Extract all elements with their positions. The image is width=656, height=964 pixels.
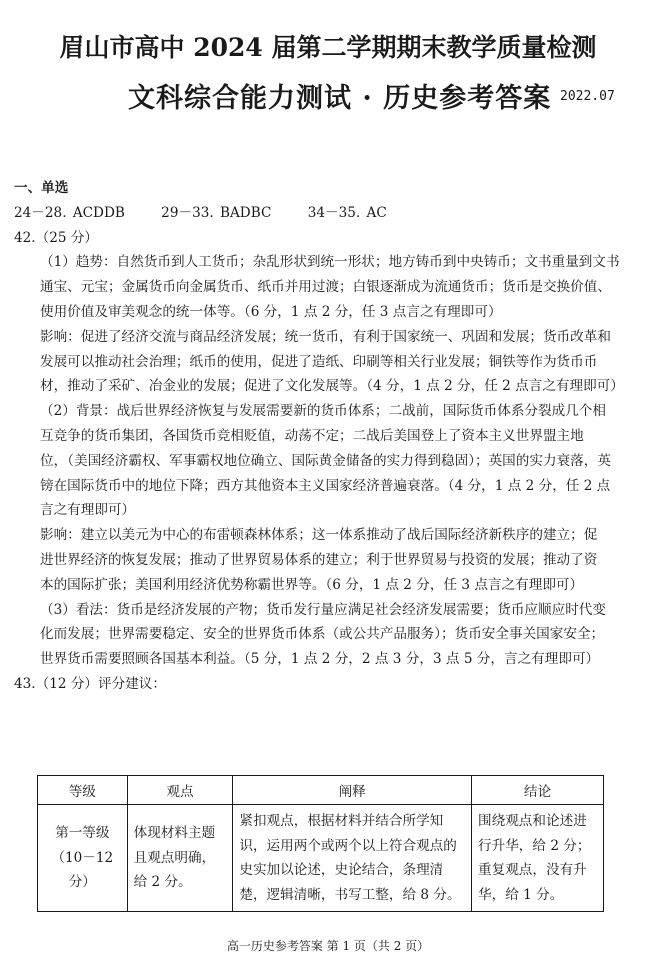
answers-24-28: 24－28. ACDDB: [14, 204, 125, 221]
header-level: 等级: [38, 776, 128, 805]
table-header-row: [38, 776, 604, 805]
q42-line: 影响：建立以美元为中心的布雷顿森林体系；这一体系推动了战后国际经济新秩序的建立；促: [40, 527, 598, 544]
q43-heading: 43.（12 分）评分建议：: [14, 675, 166, 692]
single-choice-answers: [14, 201, 644, 226]
answers-29-33: 29－33. BADBC: [161, 204, 272, 221]
q42-line: 通宝、元宝；金属货币向金属货币、纸币并用过渡；白银逐渐成为流通货币；货币是交换价值、: [40, 279, 611, 296]
cell-viewpoint: 体现材料主题且观点明确，给 2 分。: [127, 805, 233, 912]
table-row: [38, 805, 604, 912]
q42-line: 影响：促进了经济交流与商品经济发展；统一货币，有利于国家统一、巩固和发展；货币改革和: [40, 328, 611, 345]
q42-line: （1）趋势：自然货币到人工货币；杂乱形状到统一形状；地方铸币到中央铸币；文书重量到文书: [40, 254, 620, 271]
q42-line: 镑在国际货币中的地位下降；西方其他资本主义国家经济普遍衰落。（4 分，1 点 2 分，任 2 点: [40, 477, 611, 494]
cell-level: 第一等级（10－12 分）: [38, 805, 128, 912]
q42-line: （2）背景：战后世界经济恢复与发展需要新的货币体系；二战前，国际货币体系分裂成几个相: [40, 403, 606, 420]
answer-body: [14, 176, 644, 697]
title-line-2: 文科综合能力测试 · 历史参考答案: [128, 83, 552, 114]
section-heading-single-choice: 一、单选: [14, 180, 69, 196]
page-footer: 高一历史参考答案 第 1 页（共 2 页）: [226, 939, 430, 953]
header-explanation: 阐释: [233, 776, 472, 805]
header-conclusion: 结论: [472, 776, 604, 805]
q42-line: 进世界经济的恢复发展；推动了世界贸易体系的建立；利于世界贸易与投资的发展；推动了资: [40, 551, 598, 568]
q42-heading: 42.（25 分）: [14, 229, 99, 246]
q42-line: 互竞争的货币集团，各国货币竞相贬值，动荡不定；二战后美国登上了资本主义世界盟主地: [40, 427, 584, 444]
q42-content: [14, 250, 644, 672]
q42-line: 位，（美国经济霸权、军事霸权地位确立、国际黄金储备的实力得到稳固）；英国的实力衰落，英: [40, 452, 611, 469]
exam-date: 2022.07: [560, 89, 615, 104]
cell-explanation: 紧扣观点，根据材料并结合所学知识，运用两个或两个以上符合观点的史实加以论述，史论结合，条理清楚，逻辑清晰，书写工整，给 8 分。: [233, 805, 472, 912]
q42-line: 本的国际扩张；美国利用经济优势称霸世界等。（6 分，1 点 2 分，任 3 点言之有理即可）: [40, 576, 584, 593]
answers-34-35: 34－35. AC: [307, 204, 387, 221]
q42-line: 化而发展；世界需要稳定、安全的世界货币体系（或公共产品服务）；货币安全事关国家安全；: [40, 626, 605, 643]
q42-line: 使用价值及审美观念的统一体等。（6 分，1 点 2 分，任 3 点言之有理即可）: [40, 303, 502, 320]
q42-line: （3）看法：货币是经济发展的产物；货币发行量应满足社会经济发展需要；货币应顺应时代变: [40, 601, 606, 618]
q42-line: 发展可以推动社会治理；纸币的使用，促进了造纸、印刷等相关行业发展；铜铁等作为货币币: [40, 353, 598, 370]
q42-line: 材，推动了采矿、冶金业的发展；促进了文化发展等。（4 分，1 点 2 分，任 2 点言之有理即可）: [40, 378, 624, 395]
grading-table: [37, 775, 604, 912]
q42-line: 言之有理即可）: [40, 502, 136, 519]
header-viewpoint: 观点: [127, 776, 233, 805]
title-line-1: 眉山市高中 2024 届第二学期期末教学质量检测: [59, 33, 597, 62]
q42-line: 世界货币需要照顾各国基本利益。（5 分，1 点 2 分，2 点 3 分，3 点 5 分，言之有理即可）: [40, 651, 600, 668]
cell-conclusion: 围绕观点和论述进行升华，给 2 分；重复观点，没有升华，给 1 分。: [472, 805, 604, 912]
